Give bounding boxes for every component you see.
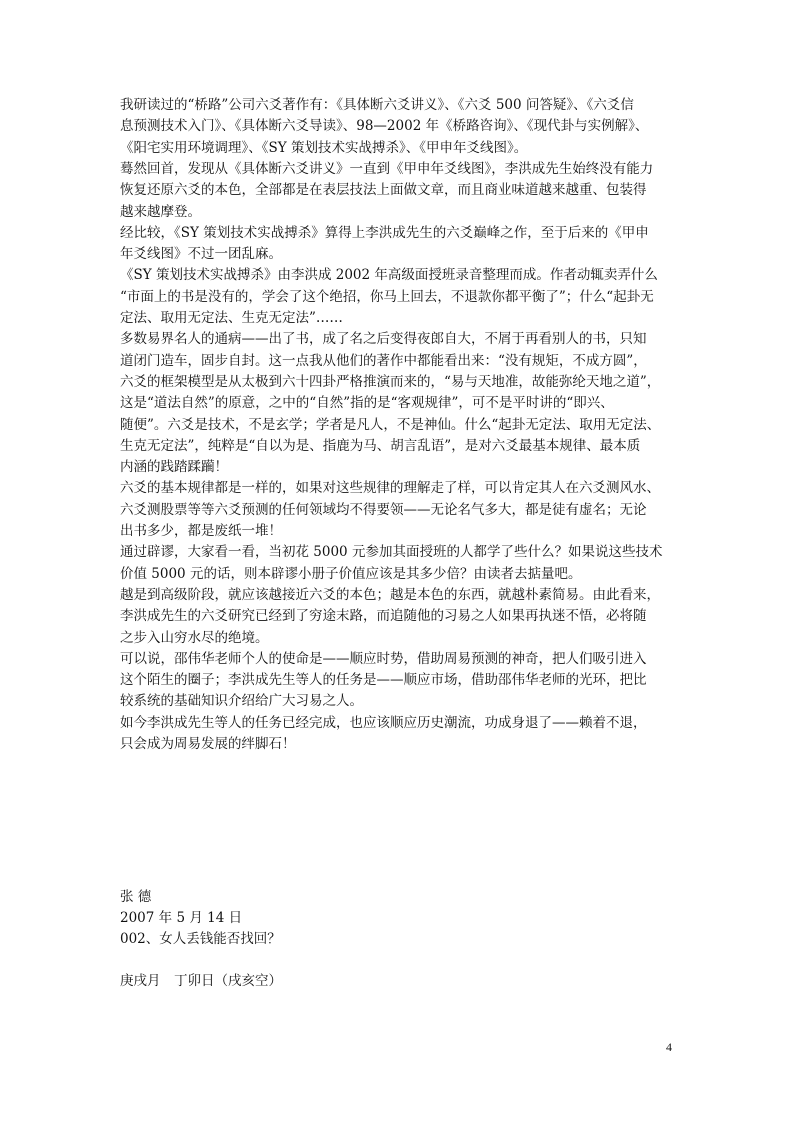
body-line: 经比较，《SY 策划技术实战搏杀》算得上李洪成先生的六爻巅峰之作，至于后来的《甲申 [120, 224, 649, 241]
body-line: 生克无定法”，纯粹是“自以为是、指鹿为马、胡言乱语”，是对六爻最基本规律、最本质 [120, 437, 641, 454]
page-number: 4 [666, 1040, 672, 1054]
body-line: 较系统的基础知识介绍给广大习易之人。 [120, 693, 363, 710]
body-line: 多数易界名人的通病——出了书，成了名之后变得夜郎自大，不屑于再看别人的书，只知 [120, 331, 647, 348]
body-line: 可以说，邵伟华老师个人的使命是——顺应时势，借助周易预测的神奇，把人们吸引进入 [120, 650, 647, 667]
body-line: 道闭门造车，固步自封。这一点我从他们的著作中都能看出来：“没有规矩，不成方圆”， [120, 352, 647, 369]
ganzhi-line: 庚戌月 丁卯日（戌亥空） [120, 973, 282, 989]
body-line: 息预测技术入门》、《具体断六爻导读》、98—2002 年《桥路咨询》、《现代卦与实例解》、 [120, 118, 649, 135]
author-signature: 张 德 [120, 889, 152, 905]
body-line: 越来越摩登。 [120, 203, 201, 220]
body-line: 蓦然回首，发现从《具体断六爻讲义》一直到《甲申年爻线图》，李洪成先生始终没有能力 [120, 160, 654, 177]
next-section-title: 002、女人丢钱能否找回？ [120, 931, 281, 947]
body-line: 之步入山穷水尽的绝境。 [120, 629, 269, 646]
body-line: 六爻的框架模型是从太极到六十四卦严格推演而来的，“易与天地准，故能弥纶天地之道”， [120, 373, 661, 390]
body-line: 随便”。六爻是技术，不是玄学；学者是凡人，不是神仙。什么“起卦无定法、取用无定法、 [120, 416, 661, 433]
body-line: 只会成为周易发展的绊脚石！ [120, 736, 296, 752]
body-line: 年爻线图》不过一团乱麻。 [120, 246, 282, 263]
body-line: 李洪成先生的六爻研究已经到了穷途末路，而追随他的习易之人如果再执迷不悟，必将随 [120, 608, 647, 625]
body-line: 这是“道法自然”的原意，之中的“自然”指的是“客观规律”，可不是平时讲的“即兴、 [120, 395, 614, 412]
body-line: 价值 5000 元的话，则本辟谬小册子价值应该是其多少倍？由读者去掂量吧。 [120, 565, 582, 582]
signature-date: 2007 年 5 月 14 日 [120, 910, 243, 926]
body-line: 这个陌生的圈子；李洪成先生等人的任务是——顺应市场，借助邵伟华老师的光环，把比 [120, 672, 647, 689]
body-line: 《阳宅实用环境调理》、《SY 策划技术实战搏杀》、《甲申年爻线图》。 [120, 139, 528, 156]
body-line: 六爻的基本规律都是一样的，如果对这些规律的理解走了样，可以肯定其人在六爻测风水、 [120, 480, 660, 497]
body-line: 六爻测股票等等六爻预测的任何领域均不得要领——无论名气多大，都是徒有虚名；无论 [120, 501, 647, 518]
body-line: “市面上的书是没有的，学会了这个绝招，你马上回去，不退款你都平衡了”；什么“起卦无 [120, 288, 654, 305]
body-line: 《SY 策划技术实战搏杀》由李洪成 2002 年高级面授班录音整理而成。作者动辄卖弄什么 [120, 267, 658, 284]
body-line: 恢复还原六爻的本色，全部都是在表层技法上面做文章，而且商业味道越来越重、包装得 [120, 182, 647, 199]
body-line: 通过辟谬，大家看一看，当初花 5000 元参加其面授班的人都学了些什么？如果说这些技术 [120, 544, 663, 561]
body-line: 定法、取用无定法、生克无定法”…… [120, 310, 343, 326]
body-line: 我研读过的“桥路”公司六爻著作有：《具体断六爻讲义》、《六爻 500 问答疑》、《六爻信 [120, 97, 634, 113]
body-line: 越是到高级阶段，就应该越接近六爻的本色；越是本色的东西，就越朴素简易。由此看来， [120, 586, 660, 603]
body-line: 内涵的践踏蹂躏！ [120, 459, 228, 476]
body-line: 出书多少，都是废纸一堆！ [120, 523, 282, 539]
body-line: 如今李洪成先生等人的任务已经完成，也应该顺应历史潮流，功成身退了——赖着不退， [120, 714, 647, 731]
